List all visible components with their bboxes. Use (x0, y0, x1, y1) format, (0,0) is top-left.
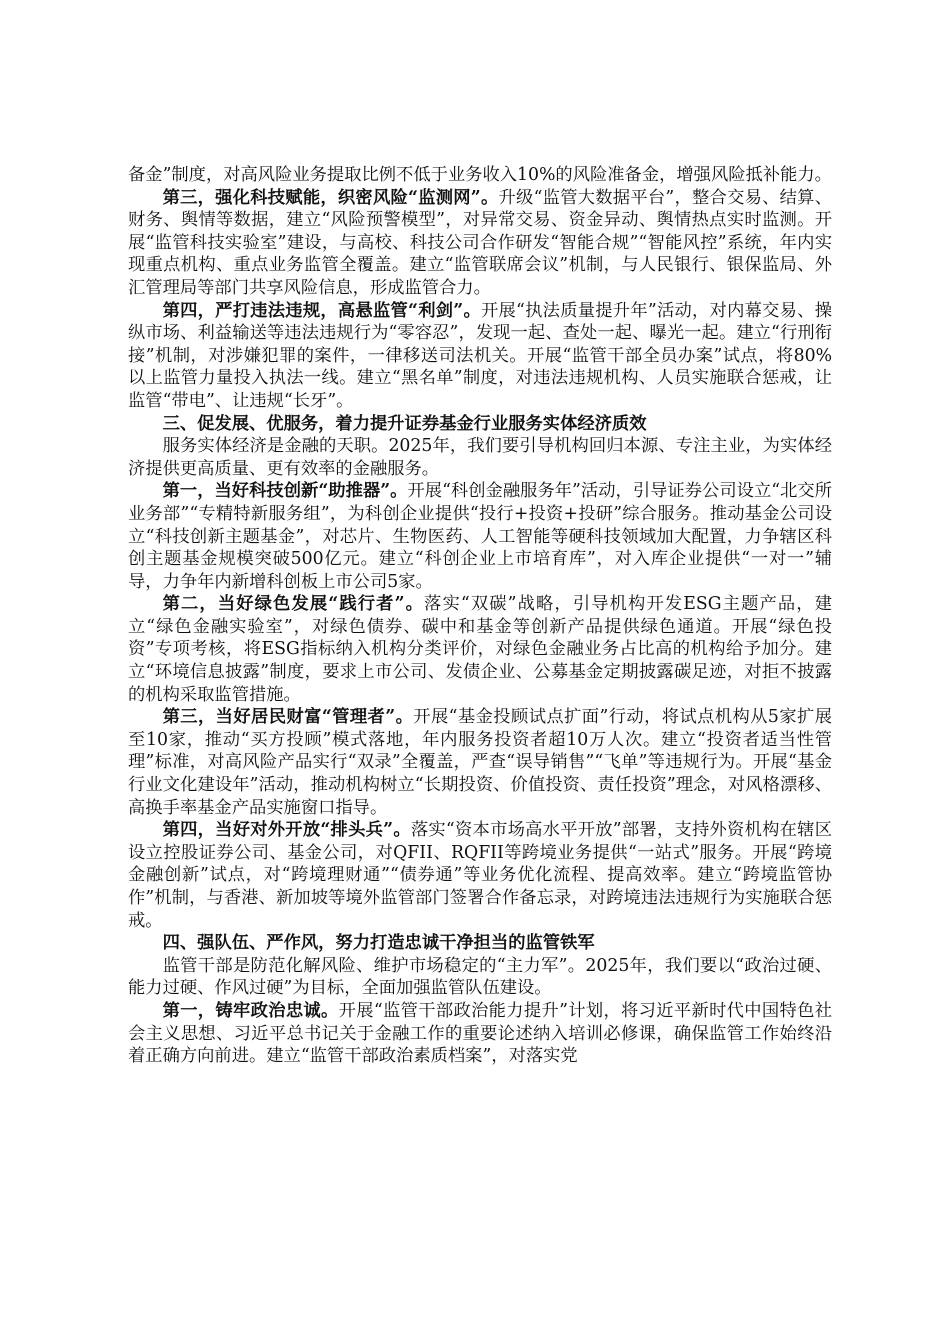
paragraph-lead: 第三，当好居民财富“管理者”。 (162, 707, 414, 728)
paragraph-text: 开展“执法质量提升年”活动，对内幕交易、操纵市场、利益输送等违法违规行为“零容忍”，发现一起、查处一起、曝光一起。建立“行刑衔接”机制，对涉嫌犯罪的案件，一律移送司法机关。开展“监管干部全员办案”试点，将80%以上监管力量投入执法一线。建立“黑名单”制度，对违法违规机构、人员实施联合惩戒，让监管“带电”、让违规“长牙”。 (128, 300, 832, 411)
section-heading-three: 三、促发展、优服务，着力提升证券基金行业服务实体经济质效 (162, 413, 647, 434)
paragraph-text: 落实“资本市场高水平开放”部署，支持外资机构在辖区设立控股证券公司、基金公司，对QFII、RQFII等跨境业务提供“一站式”服务。开展“跨境金融创新”试点，对“跨境理财通”“债券通”等业务优化流程、提高效率。建立“跨境监管协作”机制，与香港、新加坡等境外监管部门签署合作备忘录，对跨境违法违规行为实施联合惩戒。 (128, 820, 832, 931)
document-page (128, 164, 832, 1068)
paragraph-text: 开展“基金投顾试点扩面”行动，将试点机构从5家扩展至10家，推动“买方投顾”模式落地，年内服务投资者超10万人次。建立“投资者适当性管理”标准，对高风险产品实行“双录”全覆盖，严查“误导销售”“飞单”等违规行为。开展“基金行业文化建设年”活动，推动机构树立“长期投资、价值投资、责任投资”理念，对风格漂移、高换手率基金产品实施窗口指导。 (128, 707, 832, 818)
paragraph-section-three-intro (128, 435, 832, 480)
paragraph-text: 落实“双碳”战略，引导机构开发ESG主题产品，建立“绿色金融实验室”，对绿色债券、碳中和基金等创新产品提供绿色通道。开展“绿色投资”专项考核，将ESG指标纳入机构分类评价，对绿色金融业务占比高的机构给予加分。建立“环境信息披露”制度，要求上市公司、发债企业、公募基金定期披露碳足迹，对拒不披露的机构采取监管措施。 (128, 594, 832, 705)
paragraph-text: 升级“监管大数据平台”，整合交易、结算、财务、舆情等数据，建立“风险预警模型”，对异常交易、资金异动、舆情热点实时监测。开展“监管科技实验室”建设，与高校、科技公司合作研发“智能合规”“智能风控”系统，年内实现重点机构、重点业务监管全覆盖。建立“监管联席会议”机制，与人民银行、银保监局、外汇管理局等部门共享风险信息，形成监管合力。 (128, 187, 832, 298)
paragraph-text: 开展“科创金融服务年”活动，引导证券公司设立“北交所业务部”“专精特新服务组”，为科创企业提供“投行+投资+投研”综合服务。推动基金公司设立“科技创新主题基金”，对芯片、生物医药、人工智能等硬科技领域加大配置，力争辖区科创主题基金规模突破500亿元。建立“科创企业上市培育库”，对入库企业提供“一对一”辅导，力争年内新增科创板上市公司5家。 (128, 481, 832, 592)
paragraph-section-four-intro (128, 955, 832, 1000)
paragraph-text: 备金”制度，对高风险业务提取比例不低于业务收入10%的风险准备金，增强风险抵补能力。 (128, 165, 832, 185)
paragraph-green-development (128, 593, 832, 706)
paragraph-tech-innovation (128, 480, 832, 593)
paragraph-lead: 第一，当好科技创新“助推器”。 (162, 481, 408, 502)
paragraph-text: 开展“监管干部政治能力提升”计划，将习近平新时代中国特色社会主义思想、习近平总书记关于金融工作的重要论述纳入培训必修课，确保监管工作始终沿着正确方向前进。建立“监管干部政治素质档案”，对落实党 (128, 1000, 832, 1067)
paragraph-risk-reserve-continuation (128, 164, 832, 187)
paragraph-text: 服务实体经济是金融的天职。2025年，我们要引导机构回归本源、专注主业，为实体经济提供更高质量、更有效率的金融服务。 (128, 436, 832, 479)
paragraph-lead: 第四，严打违法违规，高悬监管“利剑”。 (162, 300, 481, 321)
paragraph-lead: 第三，强化科技赋能，织密风险“监测网”。 (162, 187, 499, 208)
paragraph-resident-wealth (128, 706, 832, 819)
paragraph-lead: 第二，当好绿色发展“践行者”。 (162, 594, 425, 615)
paragraph-opening-up (128, 819, 832, 932)
paragraph-tech-empowerment (128, 187, 832, 300)
section-heading-four: 四、强队伍、严作风，努力打造忠诚干净担当的监管铁军 (162, 933, 595, 954)
paragraph-text: 监管干部是防范化解风险、维护市场稳定的“主力军”。2025年，我们要以“政治过硬、能力过硬、作风过硬”为目标，全面加强监管队伍建设。 (128, 955, 832, 999)
paragraph-lead: 第四，当好对外开放“排头兵”。 (162, 820, 411, 841)
paragraph-political-loyalty (128, 1000, 832, 1068)
paragraph-law-enforcement (128, 300, 832, 413)
paragraph-lead: 第一，铸牢政治忠诚。 (162, 1000, 339, 1021)
